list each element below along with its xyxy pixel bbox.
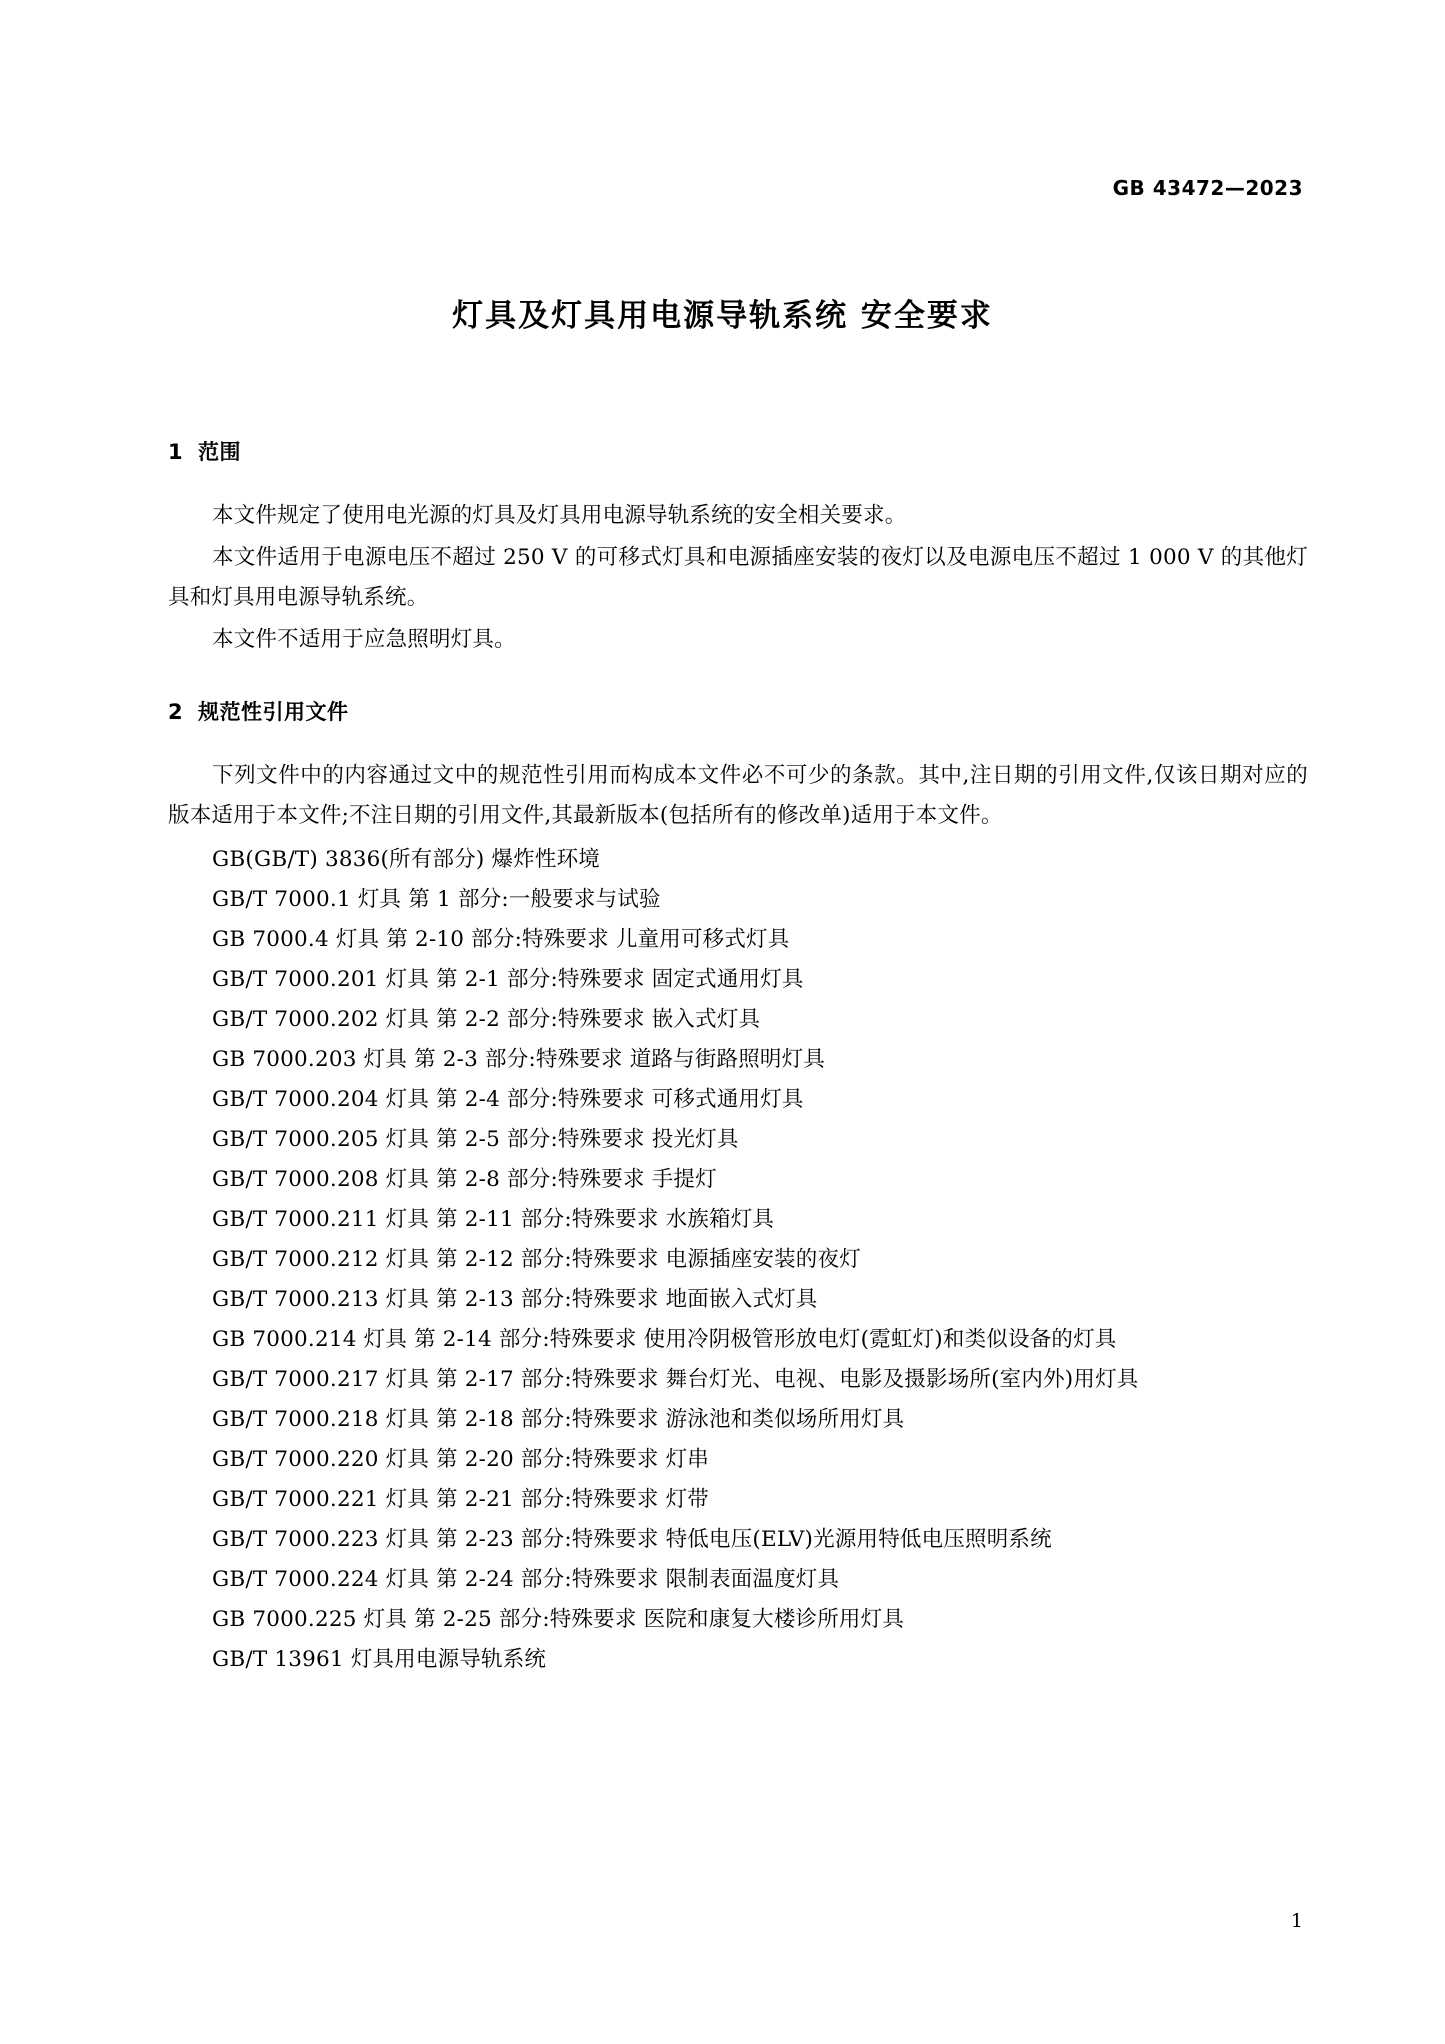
clause-1-paragraph: 本文件规定了使用电光源的灯具及灯具用电源导轨系统的安全相关要求。: [212, 503, 907, 528]
list-item: GB/T 7000.221 灯具 第 2-21 部分:特殊要求 灯带: [212, 1487, 709, 1512]
clause-1-paragraph: 本文件适用于电源电压不超过 250 V 的可移式灯具和电源插座安装的夜灯以及电源电压不超过 1 000 V 的其他灯具和灯具用电源导轨系统。: [168, 545, 1308, 610]
clause-1-paragraph: 本文件不适用于应急照明灯具。: [212, 627, 516, 652]
standard-number-header: GB 43472—2023: [1112, 176, 1303, 200]
list-item: GB/T 7000.220 灯具 第 2-20 部分:特殊要求 灯串: [212, 1447, 709, 1472]
list-item: GB(GB/T) 3836(所有部分) 爆炸性环境: [212, 847, 600, 872]
list-item: GB/T 13961 灯具用电源导轨系统: [212, 1647, 547, 1672]
list-item: GB/T 7000.217 灯具 第 2-17 部分:特殊要求 舞台灯光、电视、电影及摄影场所(室内外)用灯具: [212, 1367, 1139, 1392]
list-item: GB 7000.4 灯具 第 2-10 部分:特殊要求 儿童用可移式灯具: [212, 927, 790, 952]
normative-references-list: [168, 840, 1308, 1680]
clause-2-paragraph: 下列文件中的内容通过文中的规范性引用而构成本文件必不可少的条款。其中,注日期的引用文件,仅该日期对应的版本适用于本文件;不注日期的引用文件,其最新版本(包括所有的修改单)适用于本文件。: [168, 763, 1308, 828]
clause-title-2: 规范性引用文件: [198, 700, 349, 724]
list-item: GB/T 7000.208 灯具 第 2-8 部分:特殊要求 手提灯: [212, 1167, 717, 1192]
page-number: 1: [1290, 1910, 1303, 1932]
list-item: GB/T 7000.201 灯具 第 2-1 部分:特殊要求 固定式通用灯具: [212, 967, 804, 992]
list-item: GB/T 7000.202 灯具 第 2-2 部分:特殊要求 嵌入式灯具: [212, 1007, 761, 1032]
clause-title-1: 范围: [198, 440, 241, 464]
list-item: GB 7000.214 灯具 第 2-14 部分:特殊要求 使用冷阴极管形放电灯(霓虹灯)和类似设备的灯具: [212, 1327, 1117, 1352]
clause-number-2: 2: [168, 700, 184, 724]
list-item: GB/T 7000.213 灯具 第 2-13 部分:特殊要求 地面嵌入式灯具: [212, 1287, 818, 1312]
page-title: 灯具及灯具用电源导轨系统 安全要求: [452, 298, 993, 334]
clause-number-1: 1: [168, 440, 184, 464]
list-item: GB/T 7000.218 灯具 第 2-18 部分:特殊要求 游泳池和类似场所用灯具: [212, 1407, 905, 1432]
clause-heading-1: [168, 436, 1308, 466]
list-item: GB/T 7000.1 灯具 第 1 部分:一般要求与试验: [212, 887, 661, 912]
list-item: GB/T 7000.204 灯具 第 2-4 部分:特殊要求 可移式通用灯具: [212, 1087, 804, 1112]
list-item: GB/T 7000.212 灯具 第 2-12 部分:特殊要求 电源插座安装的夜灯: [212, 1247, 861, 1272]
clause-heading-2: [168, 696, 1308, 726]
list-item: GB/T 7000.205 灯具 第 2-5 部分:特殊要求 投光灯具: [212, 1127, 739, 1152]
list-item: GB 7000.225 灯具 第 2-25 部分:特殊要求 医院和康复大楼诊所用灯具: [212, 1607, 905, 1632]
document-body: [168, 400, 1308, 1680]
list-item: GB/T 7000.223 灯具 第 2-23 部分:特殊要求 特低电压(ELV)光源用特低电压照明系统: [212, 1527, 1052, 1552]
list-item: GB 7000.203 灯具 第 2-3 部分:特殊要求 道路与街路照明灯具: [212, 1047, 826, 1072]
list-item: GB/T 7000.224 灯具 第 2-24 部分:特殊要求 限制表面温度灯具: [212, 1567, 840, 1592]
list-item: GB/T 7000.211 灯具 第 2-11 部分:特殊要求 水族箱灯具: [212, 1207, 775, 1232]
